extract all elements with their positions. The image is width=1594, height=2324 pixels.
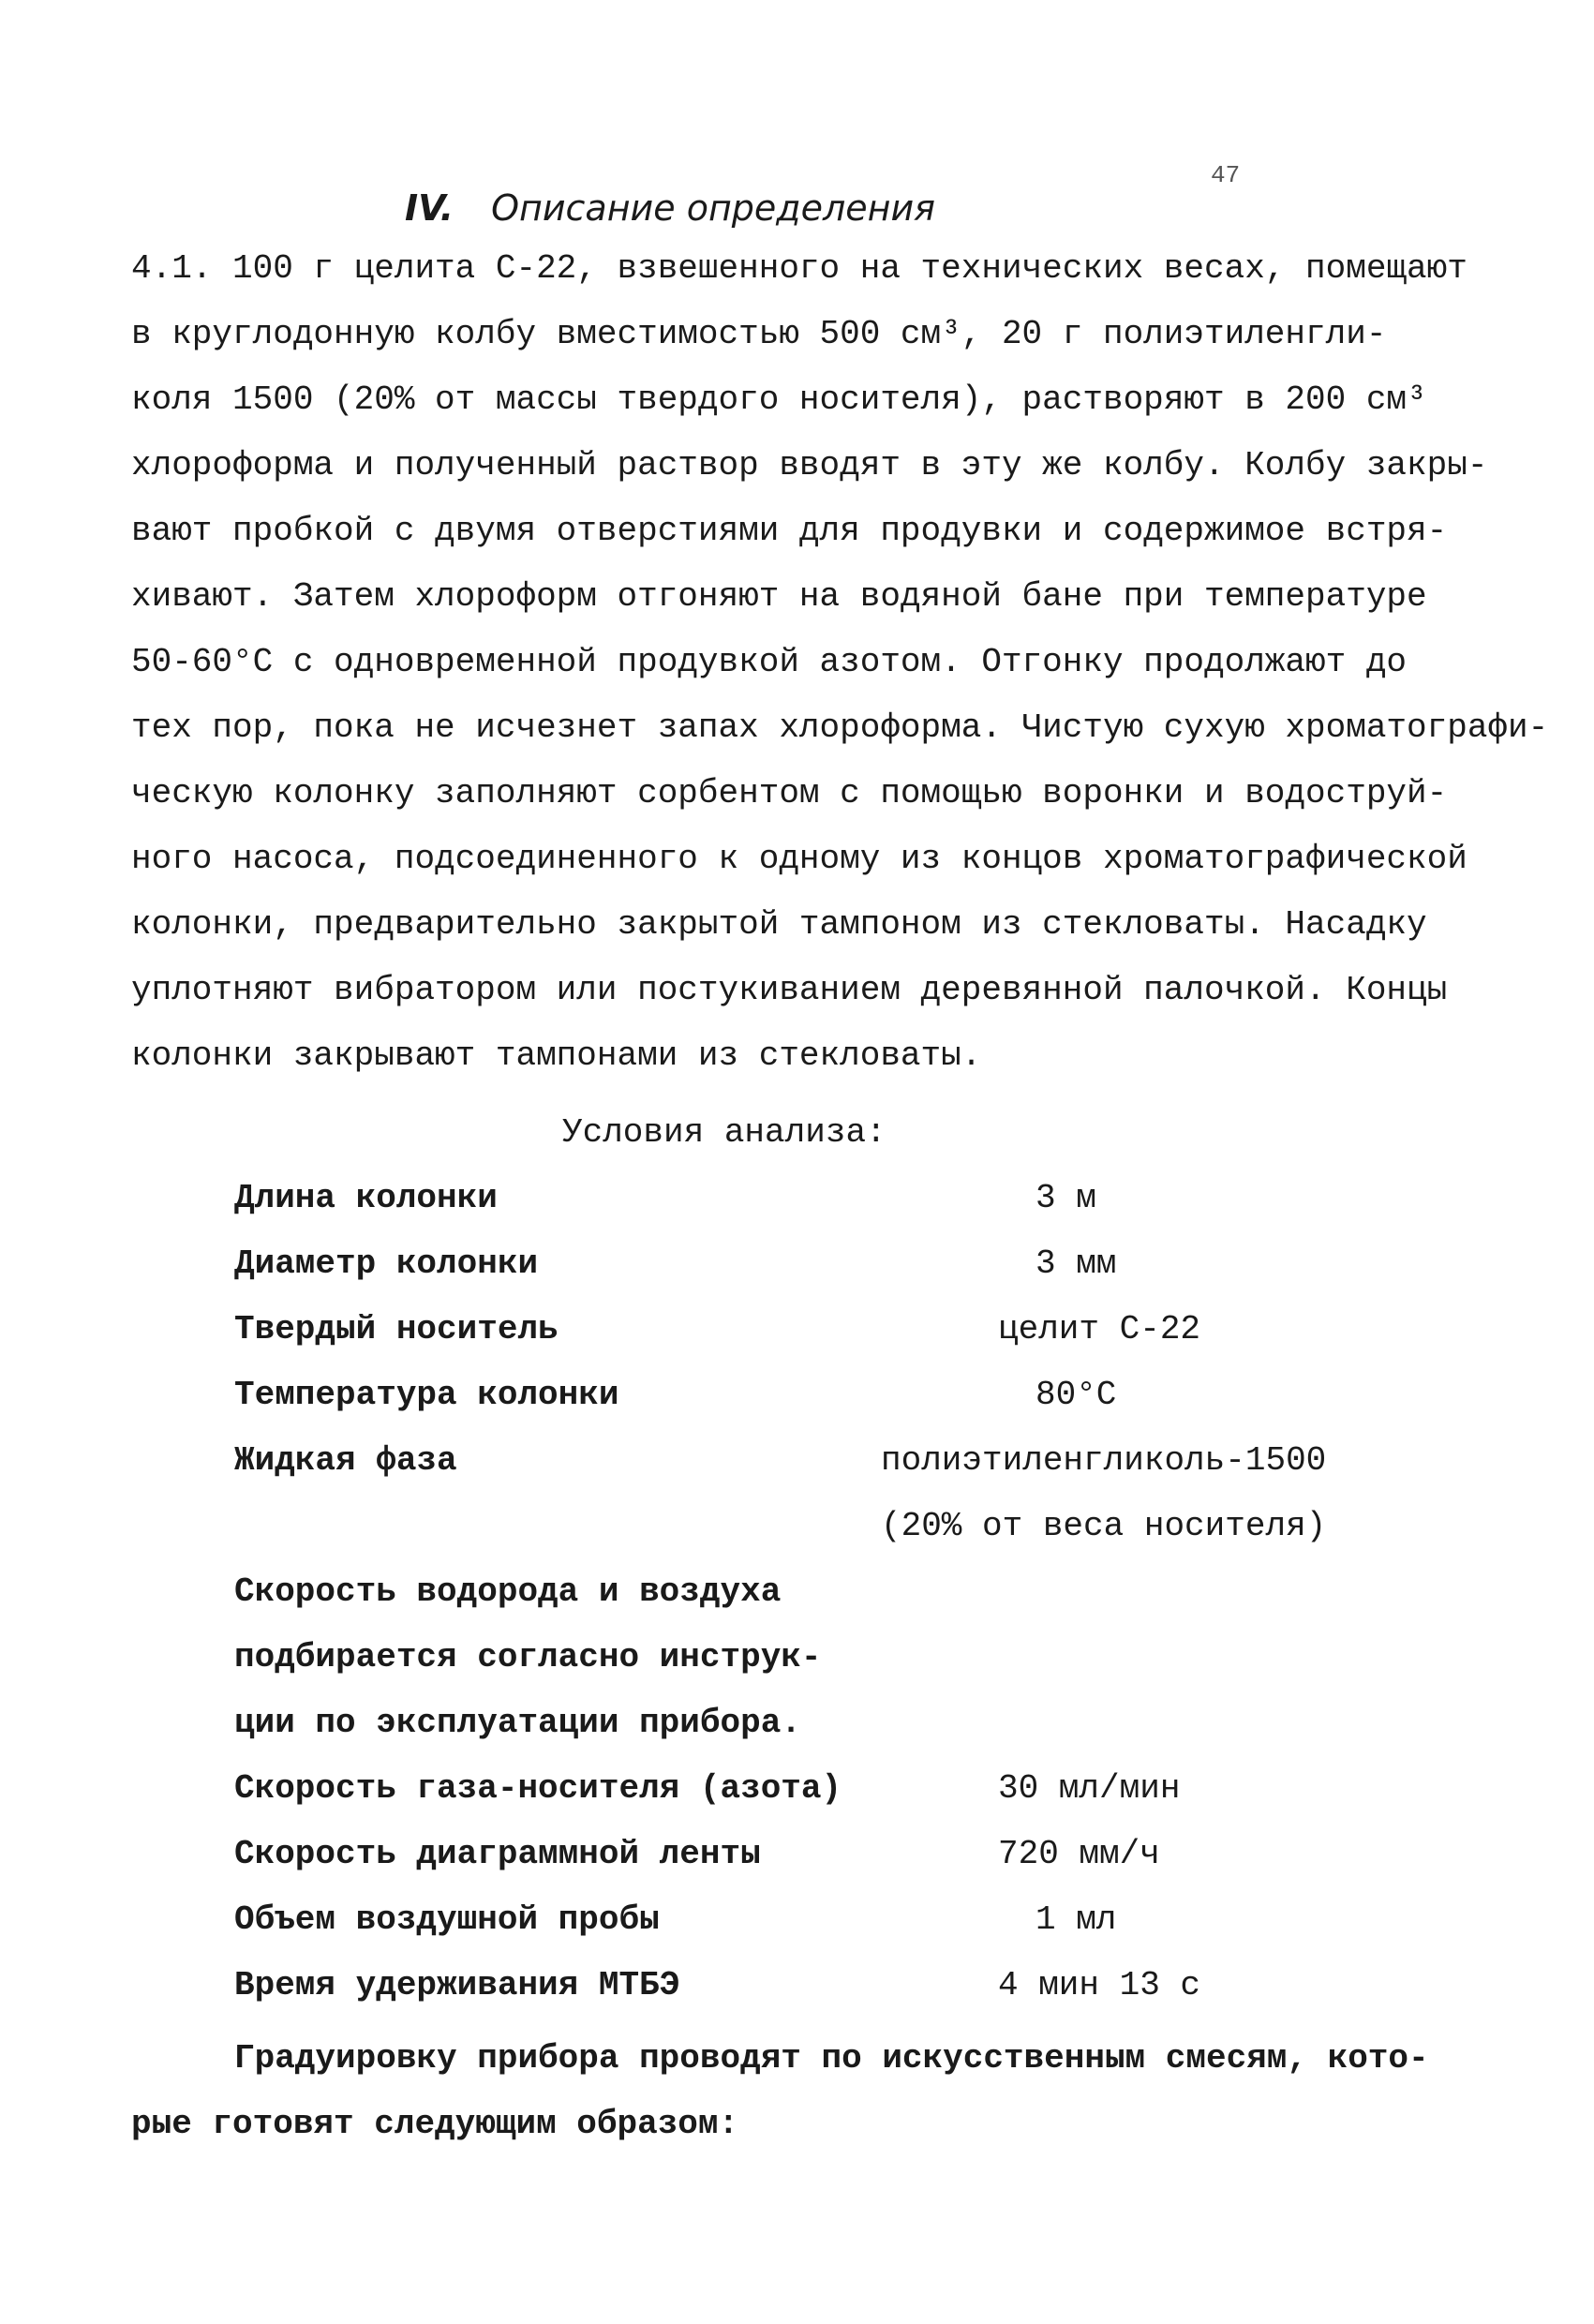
closing-paragraph [131, 2026, 1452, 2157]
flow-note-line: подбирается согласно инструк- [234, 1638, 822, 1676]
section-roman-numeral: IV. [405, 187, 454, 229]
paragraph-line: тех пор, пока не исчезнет запах хлороформа. Чистую сухую хроматографи- [131, 708, 1549, 747]
paragraph-line: хлороформа и полученный раствор вводят в эту же колбу. Колбу закры- [131, 446, 1488, 484]
condition-label: Скорость диаграммной ленты [234, 1835, 761, 1873]
condition-value: 30 мл/мин [998, 1769, 1181, 1808]
paragraph-line: уплотняют вибратором или постукиванием деревянной палочкой. Концы [131, 971, 1448, 1009]
method-paragraph [131, 236, 1549, 1089]
condition-label: Температура колонки [234, 1376, 619, 1414]
paragraph-line: вают пробкой с двумя отверстиями для продувки и содержимое встря- [131, 512, 1448, 550]
condition-value-note: (20% от веса носителя) [881, 1507, 1327, 1545]
paragraph-line: хивают. Затем хлороформ отгоняют на водяной бане при температуре [131, 577, 1427, 616]
section-heading [405, 187, 935, 229]
paragraph-line: ного насоса, подсоединенного к одному из концов хроматографической [131, 840, 1467, 878]
condition-label: Скорость газа-носителя (азота) [234, 1769, 842, 1808]
condition-value: 720 мм/ч [998, 1835, 1160, 1873]
paragraph-line: коля 1500 (20% от массы твердого носителя), растворяют в 200 см³ [131, 380, 1427, 419]
paragraph-line: колонки, предварительно закрытой тампоном из стекловаты. Насадку [131, 905, 1427, 944]
closing-line: рые готовят следующим образом: [131, 2105, 739, 2143]
paragraph-line: ческую колонку заполняют сорбентом с помощью воронки и водоструй- [131, 774, 1448, 812]
condition-value: 3 мм [1035, 1244, 1117, 1283]
condition-value: 80°С [1035, 1376, 1117, 1414]
condition-label: Диаметр колонки [234, 1244, 539, 1283]
condition-label: Жидкая фаза [234, 1441, 457, 1480]
paragraph-line: в круглодонную колбу вместимостью 500 см³, 20 г полиэтиленгли- [131, 315, 1387, 353]
condition-value: 1 мл [1035, 1900, 1117, 1939]
condition-value: полиэтиленгликоль-1500 [881, 1441, 1327, 1480]
flow-note-line: ции по эксплуатации прибора. [234, 1704, 801, 1742]
condition-label: Длина колонки [234, 1179, 498, 1217]
page-number: 47 [1211, 161, 1241, 189]
paragraph-line: 4.1. 100 г целита С-22, взвешенного на технических весах, помещают [131, 249, 1467, 288]
section-title: Описание определения [491, 187, 936, 229]
condition-label: Твердый носитель [234, 1310, 559, 1348]
conditions-heading: Условия анализа: [562, 1113, 886, 1152]
condition-value: 3 м [1035, 1179, 1096, 1217]
closing-line: Градуировку прибора проводят по искусственным смесям, кото- [234, 2039, 1429, 2078]
condition-label: Объем воздушной пробы [234, 1900, 660, 1939]
condition-value: 4 мин 13 с [998, 1966, 1201, 2004]
paragraph-line: колонки закрывают тампонами из стекловаты. [131, 1036, 982, 1075]
flow-note-line: Скорость водорода и воздуха [234, 1572, 782, 1611]
condition-value: целит С-22 [998, 1310, 1201, 1348]
paragraph-line: 50-60°С с одновременной продувкой азотом. Отгонку продолжают до [131, 643, 1408, 681]
condition-label: Время удерживания МТБЭ [234, 1966, 680, 2004]
